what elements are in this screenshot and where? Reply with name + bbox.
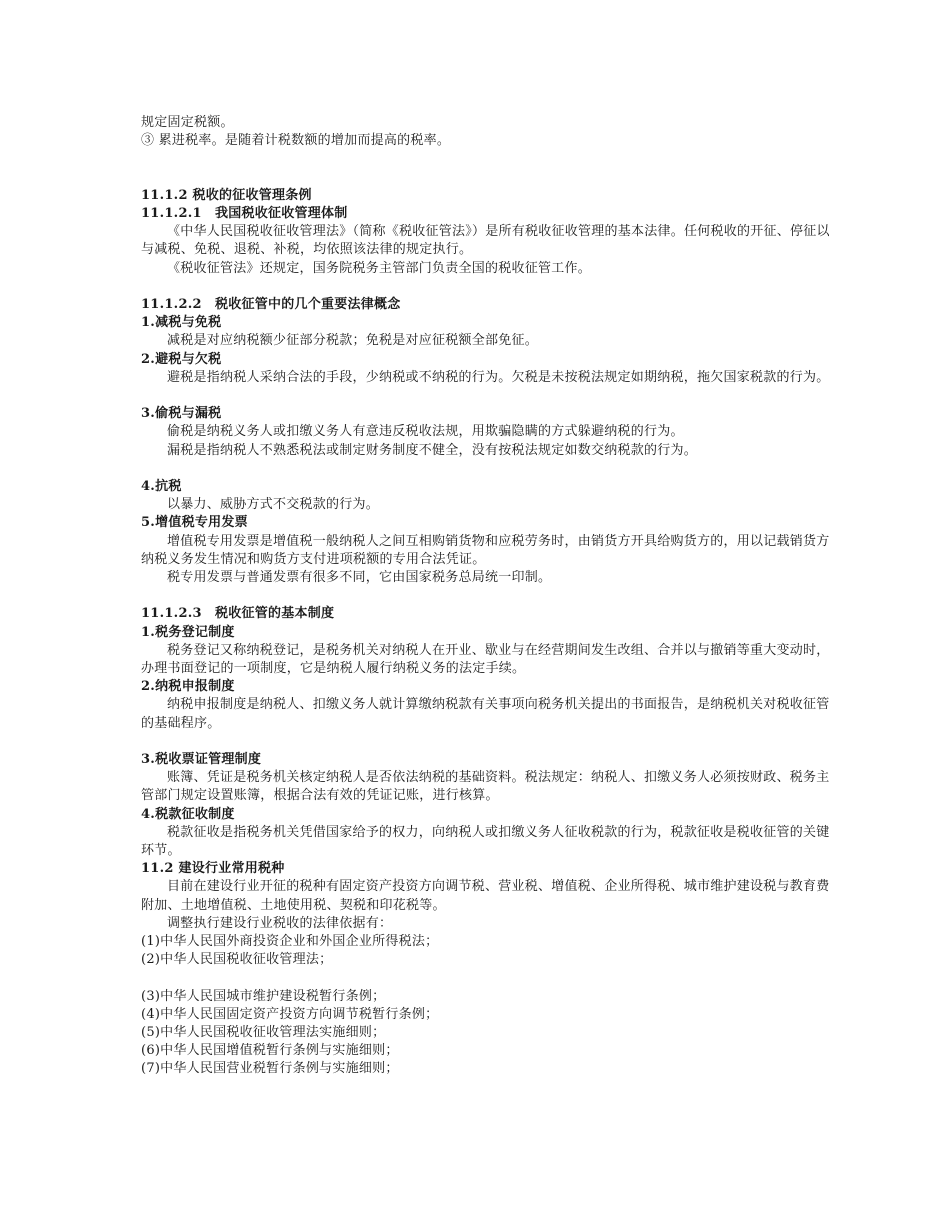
paragraph: 账簿、凭证是税务机关核定纳税人是否依法纳税的基础资料。税法规定：纳税人、扣缴义务人必须按财政、税务主管部门规定设置账簿，根据合法有效的凭证记账，进行核算。 (141, 770, 830, 804)
paragraph: ③ 累进税率。是随着计税数额的增加而提高的税率。 (141, 133, 451, 149)
list-item: (7)中华人民国营业税暂行条例与实施细则； (141, 1061, 399, 1077)
subsection-heading: 3.偷税与漏税 (141, 406, 222, 422)
paragraph: 以暴力、威胁方式不交税款的行为。 (167, 497, 380, 513)
blank-line (141, 733, 831, 751)
subsection-heading: 1.减税与免税 (141, 315, 222, 331)
paragraph: 偷税是纳税义务人或扣缴义务人有意违反税收法规，用欺骗隐瞒的方式躲避纳税的行为。 (167, 424, 684, 440)
blank-line (141, 969, 831, 987)
blank-line (141, 278, 831, 296)
paragraph: 增值税专用发票是增值税一般纳税人之间互相购销货物和应税劳务时，由销货方开具给购货方的，用以记载销货方纳税义务发生情况和购货方支付进项税额的专用合法凭证。 (141, 533, 830, 567)
paragraph: 《中华人民国税收征收管理法》（简称《税收征管法》）是所有税收征收管理的基本法律。任何税收的开征、停征以与减税、免税、退税、补税，均依照该法律的规定执行。 (141, 224, 830, 258)
paragraph: 避税是指纳税人采纳合法的手段，少纳税或不纳税的行为。欠税是未按税法规定如期纳税，拖欠国家税款的行为。 (167, 369, 830, 385)
document-page (141, 114, 831, 1079)
paragraph: 规定固定税额。 (141, 115, 234, 130)
paragraph: 税专用发票与普通发票有很多不同，它由国家税务总局统一印制。 (167, 570, 552, 585)
paragraph: 调整执行建设行业税收的法律依据有： (167, 915, 393, 931)
section-heading: 11.1.2.2 税收征管中的几个重要法律概念 (141, 296, 401, 312)
paragraph: 纳税申报制度是纳税人、扣缴义务人就计算缴纳税款有关事项向税务机关提出的书面报告，是纳税机关对税收征管的基础程序。 (141, 697, 830, 731)
list-item: (3)中华人民国城市维护建设税暂行条例； (141, 988, 386, 1004)
section-heading: 11.2 建设行业常用税种 (141, 861, 285, 877)
blank-line (141, 150, 831, 168)
section-heading: 11.1.2.3 税收征管的基本制度 (141, 606, 335, 622)
paragraph: 《税收征管法》还规定，国务院税务主管部门负责全国的税收征管工作。 (167, 260, 592, 276)
subsection-heading: 2.纳税申报制度 (141, 679, 235, 695)
paragraph: 税务登记又称纳税登记，是税务机关对纳税人在开业、歇业与在经营期间发生改组、合并以与撤销等重大变动时，办理书面登记的一项制度，它是纳税人履行纳税义务的法定手续。 (141, 642, 830, 676)
subsection-heading: 4.抗税 (141, 478, 182, 494)
subsection-heading: 5.增值税专用发票 (141, 515, 248, 531)
paragraph: 漏税是指纳税人不熟悉税法或制定财务制度不健全，没有按税法规定如数交纳税款的行为。 (167, 442, 698, 458)
blank-line (141, 460, 831, 478)
section-heading: 11.1.2 税收的征收管理条例 (141, 187, 312, 203)
subsection-heading: 3.税收票证管理制度 (141, 752, 262, 767)
paragraph: 减税是对应纳税额少征部分税款；免税是对应征税额全部免征。 (167, 333, 539, 349)
section-heading: 11.1.2.1 我国税收征收管理体制 (141, 205, 348, 221)
list-item: (4)中华人民国固定资产投资方向调节税暂行条例； (141, 1006, 439, 1022)
list-item: (1)中华人民国外商投资企业和外国企业所得税法； (141, 934, 439, 950)
paragraph: 税款征收是指税务机关凭借国家给予的权力，向纳税人或扣缴义务人征收税款的行为，税款征收是税收征管的关键环节。 (141, 824, 830, 859)
subsection-heading: 2.避税与欠税 (141, 351, 222, 367)
blank-line (141, 387, 831, 405)
blank-line (141, 587, 831, 605)
subsection-heading: 4.税款征收制度 (141, 806, 235, 822)
blank-line (141, 169, 831, 187)
list-item: (6)中华人民国增值税暂行条例与实施细则； (141, 1043, 399, 1059)
subsection-heading: 1.税务登记制度 (141, 624, 235, 640)
paragraph: 目前在建设行业开征的税种有固定资产投资方向调节税、营业税、增值税、企业所得税、城市维护建设税与教育费附加、土地增值税、土地使用税、契税和印花税等。 (141, 879, 830, 913)
list-item: (2)中华人民国税收征收管理法； (141, 952, 333, 968)
list-item: (5)中华人民国税收征收管理法实施细则； (141, 1025, 386, 1041)
